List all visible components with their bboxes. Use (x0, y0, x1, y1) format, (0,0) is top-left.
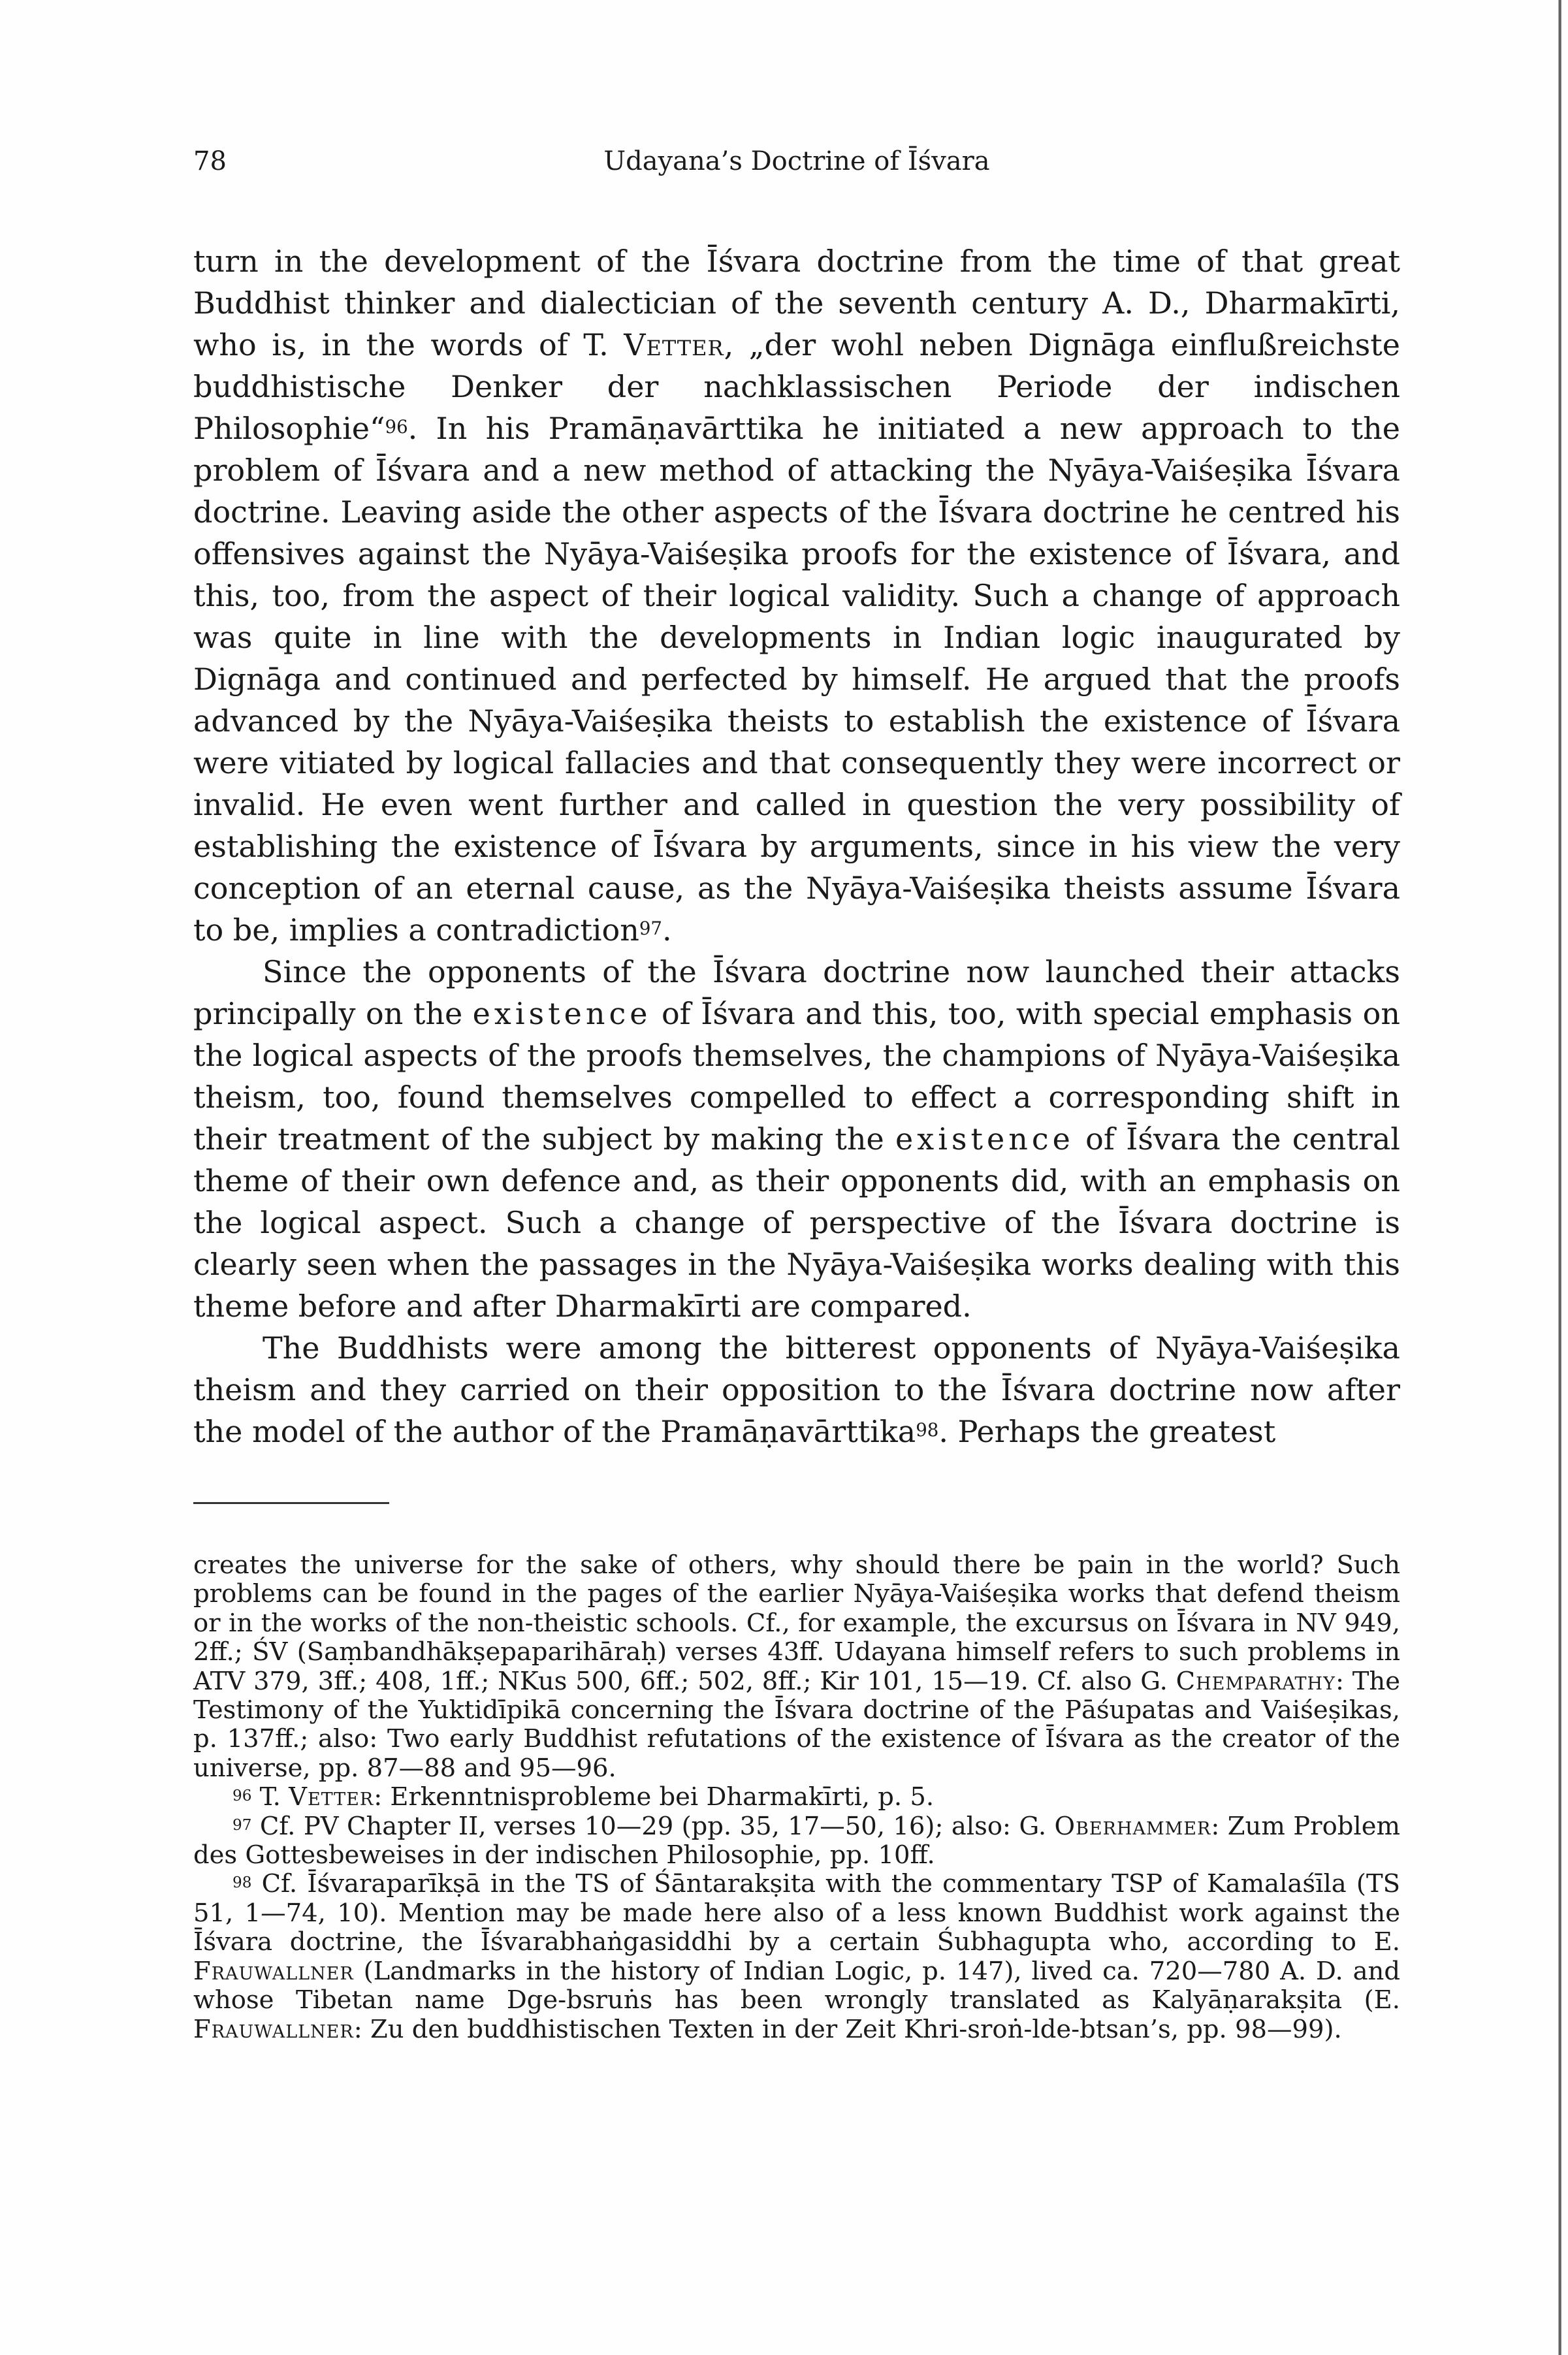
footnote-96 (193, 1783, 1400, 1812)
footnote-number: 96 (232, 1787, 252, 1805)
footnote-97 (193, 1812, 1400, 1870)
author-name: Oberhammer (1054, 1811, 1211, 1841)
text-span: T. (251, 1782, 289, 1812)
scan-edge-line (1558, 0, 1561, 2355)
text-span: . (662, 912, 672, 948)
text-span: Since the opponents of the Īśvara doctrine now launched their attacks principally on the (193, 954, 1400, 1031)
paragraph-2 (193, 951, 1400, 1327)
author-name: Vetter (289, 1782, 374, 1812)
emphasis-existence: existence (472, 996, 652, 1031)
text-span: creates the universe for the sake of others, why should there be pain in the world? Such problems can be found in the pages of the earlier Nyāya-Vaiśeṣika works that defend theism or in the works of the non-theistic schools. Cf., for example, the excursus on Īśvara in NV 949, 2ff.; ŚV (Saṃbandhākṣepaparihāraḥ) verses 43ff. Udayana himself refers to such problems in ATV 379, 3ff.; 408, 1ff.; NKus 500, 6ff.; 502, 8ff.; Kir 101, 15—19. Cf. also G. (193, 1550, 1400, 1696)
author-name: Vetter (624, 327, 724, 362)
text-span: Cf. Īśvaraparīkṣā in the TS of Śāntarakṣita with the commentary TSP of Kamalaśīla (TS 51, 1—74, 10). Mention may be made here also of a less known Buddhist work against the Īśvara doctrine, the Īśvarabhaṅgasiddhi by a certain Śubhagupta who, according to E. (193, 1869, 1400, 1957)
page-number: 78 (193, 146, 227, 176)
body-text (193, 240, 1400, 1452)
document-page (193, 146, 1400, 2044)
text-span: : Zum Problem des Gottesbeweises in der indischen Philosophie, pp. 10ff. (193, 1811, 1400, 1870)
footnote-number: 98 (232, 1874, 252, 1892)
footnote-continuation (193, 1551, 1400, 1783)
text-span: , „der wohl neben Dignāga einflußreichste buddhistische Denker der nachklassischen Periode der indischen Philosophie“ (193, 327, 1400, 446)
text-span: (Landmarks in the history of Indian Logic, p. 147), lived ca. 720—780 A. D. and whose Tibetan name Dge-bsruṅs has been wrongly translated as Kalyāṇarakṣita (E. (193, 1956, 1400, 2015)
text-span: : Zu den buddhistischen Texten in der Zeit Khri-sroṅ-lde-btsan’s, pp. 98—99). (353, 2014, 1342, 2044)
text-span: Cf. PV Chapter II, verses 10—29 (pp. 35, 17—50, 16); also: G. (251, 1811, 1055, 1841)
text-span: of Īśvara and this, too, with special emphasis on the logical aspects of the proofs themselves, the champions of Nyāya-Vaiśeṣika theism, too, found themselves compelled to effect a corresponding shift in their treatment of the subject by making the (193, 996, 1400, 1157)
text-span: : The Testimony of the Yuktidīpikā concerning the Īśvara doctrine of the Pāśupatas and Vaiśeṣikas, p. 137ff.; also: Two early Buddhist refutations of the existence of Īśvara as the creator of the universe, pp. 87—88 and 95—96. (193, 1666, 1401, 1783)
text-span: . In his Pramāṇavārttika he initiated a new approach to the problem of Īśvara and a new method of attacking the Nyāya-Vaiśeṣika Īśvara doctrine. Leaving aside the other aspects of the Īśvara doctrine he centred his offensives against the Nyāya-Vaiśeṣika proofs for the existence of Īśvara, and this, too, from the aspect of their logical validity. Such a change of approach was quite in line with the developments in Indian logic inaugurated by Dignāga and continued and perfected by himself. He argued that the proofs advanced by the Nyāya-Vaiśeṣika theists to establish the existence of Īśvara were vitiated by logical fallacies and that consequently they were incorrect or invalid. He even went further and called in question the very possibility of establishing the existence of Īśvara by arguments, since in his view the very conception of an eternal cause, as the Nyāya-Vaiśeṣika theists assume Īśvara to be, implies a contradiction (193, 411, 1400, 948)
footnote-separator (193, 1502, 389, 1504)
author-name: Frauwallner (193, 2014, 354, 2044)
author-name: Chemparathy (1176, 1666, 1336, 1696)
footnote-ref-98[interactable]: 98 (916, 1419, 939, 1441)
footnote-ref-96[interactable]: 96 (385, 416, 408, 438)
footnote-ref-97[interactable]: 97 (639, 918, 662, 939)
text-span: The Buddhists were among the bitterest opponents of Nyāya-Vaiśeṣika theism and they carried on their opposition to the Īśvara doctrine now after the model of the author of the Pramāṇavārttika (193, 1330, 1400, 1449)
page-header (193, 146, 1400, 185)
footnote-number: 97 (232, 1816, 252, 1834)
emphasis-existence: existence (895, 1121, 1074, 1157)
paragraph-1 (193, 240, 1400, 951)
footnotes (193, 1551, 1400, 2044)
footnote-98 (193, 1870, 1400, 2043)
author-name: Frauwallner (193, 1956, 354, 1986)
running-title: Udayana’s Doctrine of Īśvara (603, 146, 990, 176)
text-span: of Īśvara the central theme of their own defence and, as their opponents did, with an emphasis on the logical aspect. Such a change of perspective of the Īśvara doctrine is clearly seen when the passages in the Nyāya-Vaiśeṣika works dealing with this theme before and after Dharmakīrti are compared. (193, 1121, 1400, 1324)
paragraph-3 (193, 1327, 1400, 1452)
text-span: : Erkenntnisprobleme bei Dharmakīrti, p. 5. (374, 1782, 935, 1812)
text-span: turn in the development of the Īśvara doctrine from the time of that great Buddhist thinker and dialectician of the seventh century A. D., Dharmakīrti, who is, in the words of T. (193, 244, 1400, 362)
text-span: . Perhaps the greatest (938, 1414, 1276, 1449)
